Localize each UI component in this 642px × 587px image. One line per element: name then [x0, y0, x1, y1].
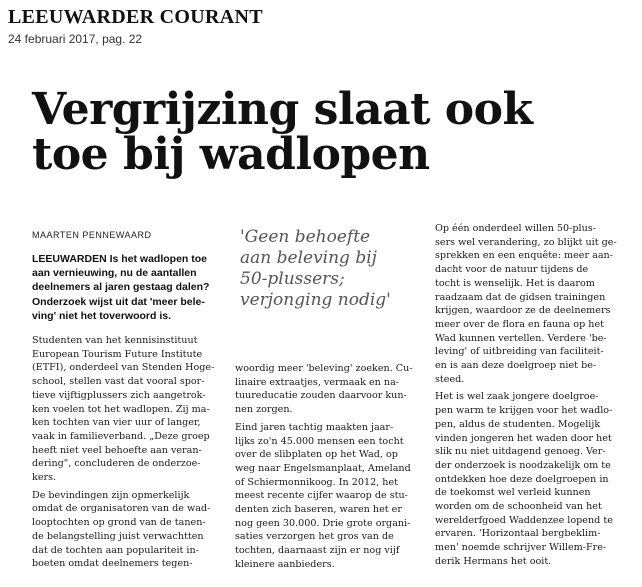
body-text-line: weg naar Engelsmanplaat, Ameland [235, 462, 411, 474]
article-column-1 [32, 334, 226, 571]
body-text-line: de toekomst wel verleid kunnen [435, 487, 591, 499]
body-text-line: pen, aldus de studenten. Mogelijk [435, 418, 601, 430]
body-text-line: men' noemde schrijver Willem-Fre- [435, 542, 607, 554]
body-text-line: kleinere aanbieders. [235, 558, 335, 570]
article-lead [32, 252, 224, 323]
article-headline [32, 84, 632, 180]
body-text-line: ervaren. 'Horizontaal bergbeklim- [435, 528, 601, 540]
body-text-line: De bevindingen zijn opmerkelijk [32, 489, 190, 501]
quote-line: 50-plussers; [240, 269, 345, 289]
body-text-line: heeft niet veel behoefte aan veran- [32, 444, 202, 456]
article-column-2 [235, 362, 425, 572]
body-text-line: meer over de flora en fauna op het [435, 318, 604, 330]
body-text-line: tieve vijftigplussers zich aangetrok- [32, 389, 206, 401]
pull-quote [240, 227, 430, 311]
body-text-line: dering", concluderen de onderzoe- [32, 458, 201, 470]
body-text-line: dat de tochten aan populariteit in- [32, 544, 199, 556]
body-text-line: ken tochten van vier uur of langer, [32, 417, 201, 429]
body-text-line: krijgen, waardoor ze de deelnemers [435, 305, 611, 317]
body-text-line: tocht is wenselijk. Het is daarom [435, 277, 595, 289]
body-text-line: over de slibplaten op het Wad, op [235, 449, 398, 461]
lead-line: deelnemers al jaren gestaag dalen? [32, 281, 210, 294]
body-text-line: pen warm te krijgen voor het wadlo- [435, 405, 613, 417]
body-text-line: sers wel verandering, zo blijkt uit ge- [435, 236, 617, 248]
byline: MAARTEN PENNEWAARD [32, 230, 152, 240]
quote-line: verjonging nodig' [240, 290, 391, 310]
body-text-line: tochten, daarnaast zijn er nog vijf [235, 545, 400, 557]
body-text-line: dacht voor de natuur tijdens de [435, 264, 589, 276]
body-text-line: nog geen 30.000. Drie grote organi- [235, 517, 411, 529]
body-text-line: Wad kunnen vertellen. Verdere 'be- [435, 332, 607, 344]
body-text-line: school, stellen vast dat vooral spor- [32, 376, 205, 388]
body-text-line: denten zich baseren, waren het er [235, 504, 402, 516]
newspaper-masthead: LEEUWARDER COURANT [8, 6, 263, 28]
body-text-line: tuureducatie zouden daarvoor kun- [235, 390, 407, 402]
lead-line: aan vernieuwing, nu de aantallen [32, 267, 197, 280]
body-text-line: sprekken en een enquête: meer aan- [435, 250, 613, 262]
body-text-line: ken voelen tot het wadlopen. Zij ma- [32, 403, 210, 415]
body-text-line: boeten omdat deelnemers tegen- [32, 558, 193, 570]
publication-date: 24 februari 2017, pag. 22 [8, 32, 143, 46]
body-text-line: of Schiermonnikoog. In 2012, het [235, 476, 398, 488]
quote-line: 'Geen behoefte [240, 227, 371, 247]
headline-line: toe bij wadlopen [32, 128, 430, 180]
body-text-line: leving' of uitbreiding van faciliteit- [435, 346, 604, 358]
body-text-line: European Tourism Future Institute [32, 348, 203, 360]
body-text-line: derik Hermans het ooit. [435, 555, 552, 567]
quote-line: aan beleving bij [240, 248, 377, 268]
body-text-line: Op één onderdeel willen 50-plus- [435, 223, 596, 234]
headline-line: Vergrijzing slaat ook [32, 84, 533, 135]
body-text-line: saties verzorgen het gros van de [235, 531, 394, 543]
body-text-line: meest recente cijfer waarop de stu- [235, 490, 408, 502]
body-text-line: Eind jaren tachtig maakten jaar- [235, 421, 394, 433]
body-text-line: vinden jongeren het waden door het [435, 432, 612, 444]
body-text-line: linaire extraatjes, vermaak en na- [235, 376, 400, 388]
body-text-line: lijks zo'n 45.000 mensen een tocht [235, 435, 404, 447]
body-text-line: der onderzoek is noodzakelijk om te [435, 459, 611, 471]
body-text-line: kers. [32, 472, 57, 484]
body-text-line: raadzaam dat de gidsen trainingen [435, 291, 606, 303]
body-text-line: omdat de organisatoren van de wad- [32, 503, 211, 515]
body-text-line: looptochten op grond van de tanen- [32, 517, 206, 529]
body-text-line: (ETFI), onderdeel van Stenden Hoge- [32, 362, 215, 374]
body-text-line: Studenten van het kennisinstituut [32, 335, 198, 346]
lead-line: Onderzoek wijst uit dat 'meer bele- [32, 295, 205, 308]
lead-line: LEEUWARDEN Is het wadlopen toe [32, 253, 208, 265]
body-text-line: slik nu niet uitdagend genoeg. Ver- [435, 446, 606, 458]
lead-line: ving' niet het toverwoord is. [32, 309, 172, 322]
body-text-line: Het is wel zaak jongere doelgroe- [435, 391, 599, 403]
body-text-line: vaak in familieverband. „Deze groep [32, 430, 210, 442]
body-text-line: woordig meer 'beleving' zoeken. Cu- [235, 363, 413, 374]
body-text-line: worden om de schoonheid van het [435, 501, 602, 513]
body-text-line: ontdekken hoe deze doelgroepen in [435, 473, 609, 485]
article-column-3 [435, 222, 631, 569]
body-text-line: nen zorgen. [235, 404, 293, 416]
body-text-line: en is aan deze doelgroep niet be- [435, 360, 597, 372]
body-text-line: steed. [435, 373, 465, 385]
body-text-line: de belangstelling juist verwachtten [32, 530, 204, 542]
body-text-line: werelderfgoed Waddenzee lopend te [435, 514, 613, 526]
